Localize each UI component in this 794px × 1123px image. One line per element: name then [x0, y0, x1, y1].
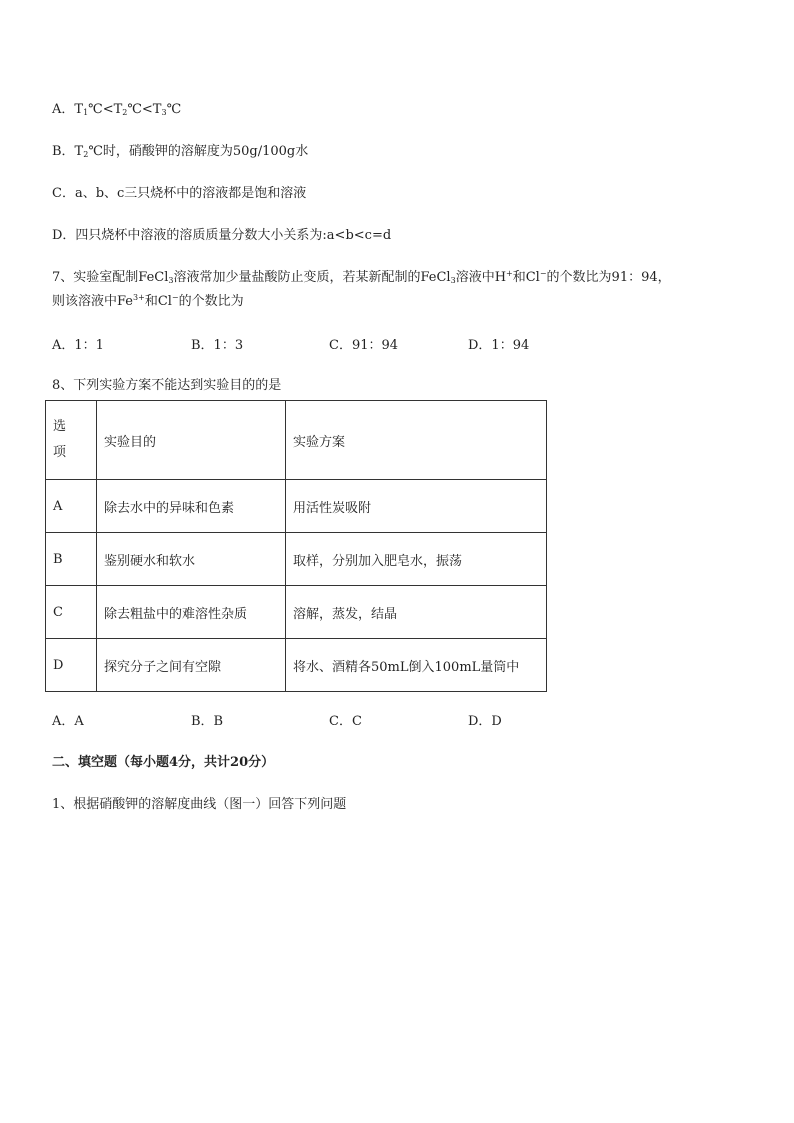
q8-option-a: A．A: [52, 714, 84, 729]
q7-stem-line1: 7、实验室配制FeCl$_3$溶液常加少量盐酸防止变质，若某新配制的FeCl$_3$溶液中H+和Cl−的个数比为91：94，: [52, 269, 671, 285]
row-plan: 取样，分别加入肥皂水，振荡: [286, 533, 547, 586]
q8-option-d: D．D: [468, 714, 502, 729]
q6-option-c: C．a、b、c三只烧杯中的溶液都是饱和溶液: [52, 186, 307, 201]
table-row: [46, 480, 547, 533]
q8-table: [45, 400, 547, 692]
row-purpose: 探究分子之间有空隙: [97, 639, 286, 692]
q6-option-b: B．$T_2℃$时，硝酸钾的溶解度为50g/100g水: [52, 144, 309, 159]
row-option: D: [46, 639, 97, 692]
row-option: C: [46, 586, 97, 639]
row-purpose: 除去粗盐中的难溶性杂质: [97, 586, 286, 639]
q8-options: [52, 713, 652, 731]
row-plan: 将水、酒精各50mL倒入100mL量筒中: [286, 639, 547, 692]
section2-question-1: 1、根据硝酸钾的溶解度曲线（图一）回答下列问题: [52, 797, 347, 812]
header-option: 选 项: [46, 401, 97, 480]
header-plan: 实验方案: [286, 401, 547, 480]
row-plan: 用活性炭吸附: [286, 480, 547, 533]
q7-stem-line2: 则该溶液中$Fe^{3+}$和Cl−的个数比为: [52, 293, 244, 309]
table-row: [46, 586, 547, 639]
q7-option-d: D．1：94: [468, 338, 530, 353]
q6-option-d: D．四只烧杯中溶液的溶质质量分数大小关系为:a<b<c=d: [52, 228, 392, 243]
row-purpose: 鉴别硬水和软水: [97, 533, 286, 586]
q7-options: [52, 337, 652, 355]
row-option: B: [46, 533, 97, 586]
table-row: [46, 639, 547, 692]
header-purpose: 实验目的: [97, 401, 286, 480]
q7-option-c: C．91：94: [329, 338, 399, 353]
row-purpose: 除去水中的异味和色素: [97, 480, 286, 533]
row-plan: 溶解，蒸发，结晶: [286, 586, 547, 639]
section-title: 二、填空题（每小题4分，共计20分）: [52, 755, 275, 770]
row-option: A: [46, 480, 97, 533]
table-row: [46, 533, 547, 586]
q7-option-b: B．1：3: [191, 338, 244, 353]
q7-option-a: A．1：1: [52, 338, 104, 353]
q6-option-a: A．$T_1℃<T_2℃<T_3℃$: [52, 102, 182, 117]
table-header-row: [46, 401, 547, 480]
q8-stem: 8、下列实验方案不能达到实验目的的是: [52, 378, 282, 393]
q8-option-c: C．C: [329, 714, 362, 729]
q8-option-b: B．B: [191, 714, 224, 729]
